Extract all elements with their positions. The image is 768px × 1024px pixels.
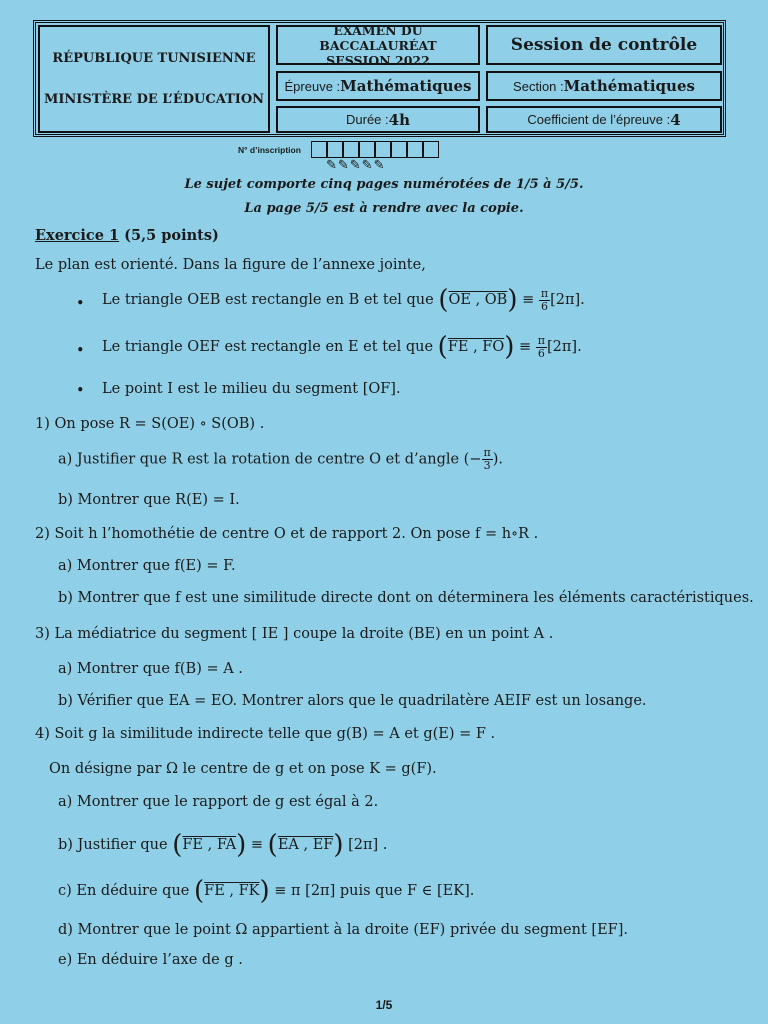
question-4a: a) Montrer que le rapport de g est égal à 2. [58, 794, 379, 810]
epreuve-box [276, 71, 480, 101]
inscription-digit-box [391, 141, 407, 158]
frac-den: 6 [537, 346, 545, 360]
question-4-intro: On désigne par Ω le centre de g et on pose K = g(F). [49, 761, 437, 777]
frac-den: 6 [540, 299, 548, 313]
bullet-3: Le point I est le milieu du segment [OF]. [102, 381, 401, 397]
bullet-dot-icon: • [76, 343, 85, 359]
question-4b-modulo: [2π] . [343, 837, 388, 853]
bullet-1-modulo: [2π]. [550, 292, 585, 308]
question-2: 2) Soit h l’homothétie de centre O et de rapport 2. On pose f = h∘R . [35, 526, 539, 542]
exam-session: SESSION 2022 [326, 52, 430, 68]
question-4c: c) En déduire que (FE , FK) ≡ π [2π] puis que F ∈ [EK]. [58, 876, 475, 906]
section-value: Mathématiques [563, 77, 695, 95]
bullet-2: Le triangle OEF est rectangle en E et tel que (FE , FO) ≡ $\frac{\pi}{6}$ [2π]. [102, 332, 582, 362]
fraction-pi-6 [536, 335, 547, 360]
inscription-digit-box [359, 141, 375, 158]
coef-box [486, 106, 722, 133]
question-4b-vectors-2: EA , EF [277, 837, 334, 853]
bullet-dot-icon: • [76, 296, 85, 312]
frac-num: π [540, 286, 549, 300]
question-4c-end: ≡ π [2π] puis que F ∈ [EK]. [269, 883, 475, 899]
bullet-1-text: Le triangle OEB est rectangle en B et tel que [102, 292, 439, 308]
question-4b-text: b) Justifier que [58, 837, 173, 853]
question-3a: a) Montrer que f(B) = A . [58, 661, 243, 677]
fraction-pi-3 [482, 447, 493, 472]
section-box [486, 71, 722, 101]
question-2a: a) Montrer que f(E) = F. [58, 558, 236, 574]
epreuve-label: Épreuve : [284, 78, 341, 94]
exercise-heading [35, 227, 219, 244]
duree-label: Durée : [346, 112, 389, 127]
question-4d: d) Montrer que le point Ω appartient à la droite (EF) privée du segment [EF]. [58, 922, 628, 938]
question-4c-vectors: FE , FK [204, 883, 260, 899]
country-ministry-box [38, 25, 270, 133]
question-4e: e) En déduire l’axe de g . [58, 952, 243, 968]
frac-num: π [537, 333, 546, 347]
bullet-dot-icon: • [76, 383, 85, 399]
inscription-digit-box [423, 141, 439, 158]
inscription-digit-box [311, 141, 327, 158]
section-label: Section : [513, 78, 564, 94]
duree-box [276, 106, 480, 133]
exam-title: EXAMEN DU BACCALAURÉAT [319, 22, 437, 53]
question-1b: b) Montrer que R(E) = I. [58, 492, 240, 508]
session-title: Session de contrôle [510, 35, 698, 55]
pencil-decoration-icon: ✎✎✎✎✎ [326, 158, 386, 173]
bullet-1: Le triangle OEB est rectangle en B et tel que (OE , OB) ≡ $\frac{\pi}{6}$ [2π]. [102, 285, 585, 315]
question-1a [58, 447, 503, 472]
inscription-digit-box [327, 141, 343, 158]
inscription-digit-box [343, 141, 359, 158]
frac-num: π [483, 446, 491, 459]
coef-value: 4 [670, 110, 681, 129]
epreuve-value: Mathématiques [340, 77, 472, 95]
question-4b: b) Justifier que (FE , FA) ≡ (EA , EF) [2π] . [58, 830, 388, 860]
question-3: 3) La médiatrice du segment [ IE ] coupe la droite (BE) en un point A . [35, 626, 554, 642]
notice-line1: Le sujet comporte cinq pages numérotées de 1/5 à 5/5. [184, 177, 584, 192]
question-3b: b) Vérifier que EA = EO. Montrer alors que le quadrilatère AEIF est un losange. [58, 693, 647, 709]
exam-box [276, 22, 480, 68]
fraction-pi-6 [539, 288, 550, 313]
question-4: 4) Soit g la similitude indirecte telle que g(B) = A et g(E) = F . [35, 726, 496, 742]
question-2b: b) Montrer que f est une similitude directe dont on déterminera les éléments caractéristiques. [58, 590, 754, 606]
country-label: RÉPUBLIQUE TUNISIENNE [52, 51, 256, 66]
ministry-label: MINISTÈRE DE L’ÉDUCATION [43, 92, 265, 107]
inscription-digit-box [375, 141, 391, 158]
question-1: 1) On pose R = S(OE) ∘ S(OB) . [35, 416, 265, 432]
duree-value: 4h [388, 110, 410, 129]
page-number: 1/5 [375, 998, 393, 1012]
question-1a-text: a) Justifier que R est la rotation de centre O et d’angle (− [58, 451, 482, 468]
session-box [486, 25, 722, 65]
bullet-2-vectors: FE , FO [447, 339, 505, 355]
bullet-1-vectors: OE , OB [448, 292, 508, 308]
coef-label: Coefficient de l’épreuve : [527, 112, 671, 127]
bullet-2-text: Le triangle OEF est rectangle en E et tel que [102, 339, 438, 355]
question-4b-vectors-1: FE , FA [182, 837, 237, 853]
exercise-title: Exercice 1 [35, 227, 120, 244]
exercise-points: (5,5 points) [119, 227, 219, 244]
inscription-digit-box [407, 141, 423, 158]
congruent-sign: ≡ [514, 339, 536, 355]
notice-line2: La page 5/5 est à rendre avec la copie. [244, 201, 524, 216]
question-1a-end: ). [492, 451, 504, 468]
question-4c-text: c) En déduire que [58, 883, 194, 899]
bullet-2-modulo: [2π]. [547, 339, 582, 355]
congruent-sign: ≡ [517, 292, 539, 308]
congruent-sign: ≡ [246, 837, 268, 853]
frac-den: 3 [483, 459, 491, 472]
exercise-intro: Le plan est orienté. Dans la figure de l’annexe jointe, [35, 257, 426, 273]
inscription-label: N° d’inscription [238, 145, 301, 155]
